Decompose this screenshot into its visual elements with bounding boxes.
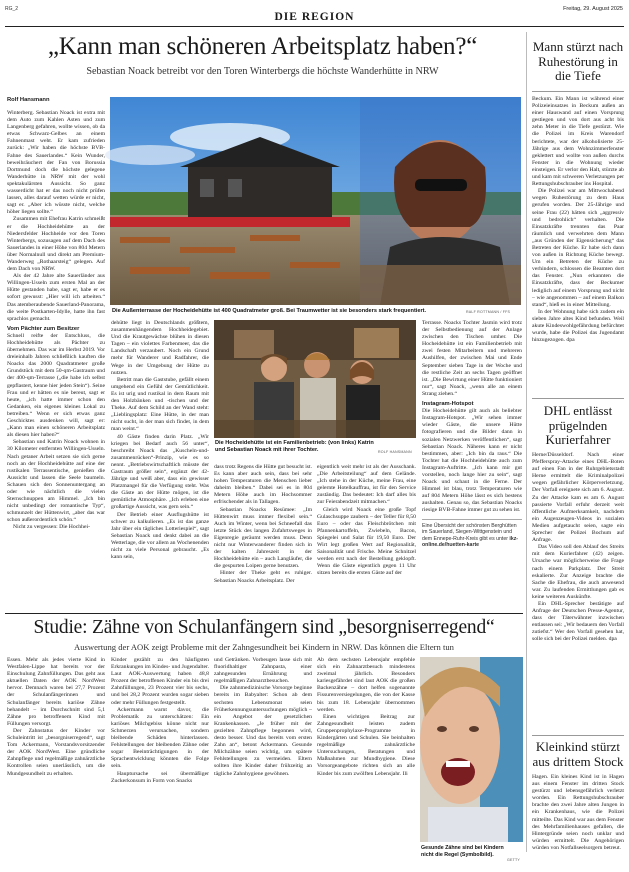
main-photo <box>110 97 521 305</box>
main-col2-p1: dehütte liegt in Deutschlands größtem, zusammenhängendem Hochheidegebiet. Und die Krautgewächse blühen in diesen Tagen – ein violettes Farbenmeer, das die Landschaft verzaubert. Noch ein Grund mehr für Wanderer und Radfahrer, die Wege in der Umgebung der Hütte zu nutzen. <box>111 320 209 376</box>
family-photo-illustration <box>214 320 416 438</box>
series-note: Eine Übersicht der schönsten Berghütten im Sauerland, Siegen-Wittgenstein und dem Ennepe-Ruhr-Kreis gibt es unter <box>422 522 517 542</box>
main-col1 <box>7 110 105 531</box>
child-photo <box>420 657 523 842</box>
date-line: Freitag, 29. August 2025 <box>563 6 623 12</box>
main-col4-p1: Terrasse. Noacks Tochter Jasmin wird trotz der Selbstbedienung auf der Anlage zwischen den Tischen umher. Die Hocheidehütte ist ein Familienbetrieb mit zwei festen Mitarbeitern und mehreren Aushilfen, der zwischen Mai und Ende September sieben Tage in der Woche und die restliche Zeit an sechs Tagen geöffnet ist. „Die Bewirtung einer Hütte funktioniert nur“, sagt Noack, „wenn alle an einem Strang ziehen.“ <box>422 320 522 397</box>
side1-rule <box>532 91 624 92</box>
main-photo-credit: RALF ROTTMANN / FFS <box>466 310 511 314</box>
main-col1-p6: Nicht zu vergessen: Die Hochhei- <box>13 524 90 531</box>
second-col4-p1: Ab dem sechsten Lebensjahr empfehle sich ein Zahnarztbesuch mindestens zweimal jährlich. Besonders kariesgefährdet sind laut AOK die großen Backenzähne – dort helfen sogenannte Fissurenversiegelungen, die von der Kasse bis zum 18. Lebensjahr übernommen werden. <box>317 657 415 713</box>
main-col3-p3: Hinter der Theke geht es ruhiger. Sebastian Noacks Arbeitsplatz. Der <box>214 570 312 584</box>
section-title: DIE REGION <box>274 11 355 23</box>
main-col4-subhead: Instagram-Hotspot <box>422 401 474 408</box>
second-col2 <box>111 657 209 862</box>
second-col3-p1: und Getränken. Vorbeugen lasse sich mit fluoridhaltiger Zahnpasta, einer zahngesunden Ernährung und regelmäßigen Zahnarztbesuchen. <box>214 657 312 685</box>
side2-p1: Herne/Düsseldorf. Nach einer Pfefferspray-Attacke eines DHL-Boten auf einen Fan in der Ruhrgebietsstadt Herne ermittelt die Kriminalpolizei wegen gefährlicher Körperverletzung. Der Vorfall ereignete sich am 6. August. Zu der Attacke kam es am 6. August passierte Vorfall erfuhr derzeit weit öffentliche Aufmerksamkeit, nachdem ein Augenzeugen-Videos in sozialen Medien aufgetaucht seien, sagte ein Sprecher der Polizei Bochum auf Anfrage. <box>532 452 624 544</box>
second-subheadline: Auswertung der AOK zeigt Probleme mit der Zahngesundheit bei Kindern in NRW. Das können die Eltern tun <box>74 642 454 652</box>
side2-body <box>532 452 624 732</box>
family-photo-credit: ROLF HANSMANN <box>378 450 412 454</box>
second-col3 <box>214 657 312 862</box>
side2-headline: DHL entlässt prügelnden Kurierfahrer <box>543 403 613 447</box>
side1-p3: In der Wohnung habe sich zudem ein sieben Jahre altes Kind befunden. Weil akute Kindeswohlgefährdung befürchtet wurde, habe die Polizei das Jugendamt hinzugezogen. dpa <box>532 308 624 344</box>
second-col2-p3: Hauptursache sei übermäßiger Zuckerkonsum in Form von Snacks <box>111 770 209 784</box>
side3-body <box>532 774 624 868</box>
main-col3-p2: Sebastian Noacks Resümee: „Im Hüttenwirt muss immer flexibel sein.“ Auch im Winter, wenn bei Schneefall das letzte Stück des langen Zufahrtsweges in Eigenregie geräumt werden muss. Denn nicht nur Winterwanderer finden sich in der kalten Jahreszeit in der Hochheidehütte ein – auch Langläufer, die die gespurten Loipen gerne benutzen. <box>214 506 312 570</box>
main-col3b <box>317 464 416 610</box>
family-photo <box>214 320 416 438</box>
side3-p1: Hagen. Ein kleines Kind ist in Hagen aus einem Fenster im dritten Stock gestürzt und lebensgefährlich verletzt worden. Ein Rettungshubschrauber brachte den zwei Jahre alten Jungen in ein Krankenhaus, wie die Polizei mitteilte. Das Kind war aus dem Fenster des Mehrfamilienhauses gefallen, die Hintergründe seien noch unklar und würden ermittelt. Die Angehörigen würden von Notfallseelsorgern betreut. <box>532 774 624 851</box>
main-col4 <box>422 320 522 600</box>
side3-top-rule <box>532 735 624 736</box>
second-col3-p2: Die zahnmedizinische Vorsorge beginne bereits im Babyalter: Schon ab dem sechsten Lebensmonat seien Früherkennungsuntersuchungen möglich – ein Angebot der gesetzlichen Krankenkassen. „Je früher mit der gezielten Zahnpflege begonnen wird, desto besser. Und das bereits vom ersten Zahn an“, betont Ackermann. Gesunde Milchzähne seien wichtig, um spätere Fehlstellungen zu vermeiden. Eltern sollten ihre Kinder daher frühzeitig an tägliche Zahnhygiene gewöhnen. <box>214 685 312 777</box>
main-subheadline: Sebastian Noack betreibt vor den Toren Winterbergs die höchste Wanderhütte in NRW <box>86 66 439 77</box>
main-col1-p2: Zusammen mit Ehefrau Katrin schmeißt er die Hochheidehütte an der Niedersfelder Hochheide vor den Toren Winterbergs, sozusagen auf dem Dach des Sauerlandes in einer Höhe von 804 Metern über Normalnull und direkt am Premium-Wanderweg „Rothaarsteig“ gelegen. Auf dem Dach von NRW. <box>7 216 105 273</box>
main-col2-p2: Betritt man die Gaststube, gefällt einem umgehend ein Gefühl der Gemütlichkeit. Es ist urig und rustikal in dem Raum mit den Holzbänken und -tischen und der Theke. Auf dem Schild an der Wand steht: „Lieblingsplatz: Eine Hütte, in der man nicht sucht, in der man sich findet, in dem man weint.“ <box>111 376 209 433</box>
main-col1-p4: Schnell reifte der Entschluss, die Hochheidehütte als Pächter zu übernehmen. Das war im Herbst 2019. Vor dreieinhalb Jahren schließlich kauften die Noacks das 2000 Quadratmeter große Grundstück mit dem 50-qm-Gastraum und der 400-qm-Terrasse („die habe ich selbst gepflastert, kenne hier jeden Stein“). Seine Frau und er hätten es nie bereut, sagt er heute, „ich hatte immer schon den Gedanken, ein eigenes kleines Lokal zu betreiben.“ Wenn er sich etwas ganz Geschicktes ausdenken will, sagt er: „Kann man einen schöneren Arbeitsplatz als diesen hier haben?“ <box>7 332 105 439</box>
series-note-block <box>422 519 522 549</box>
main-col1-subhead: Vom Pächter zum Besitzer <box>7 325 80 332</box>
second-col2-p2: Ackermann warnt davor, die Problematik zu unterschätzen: Ein kariöses Milchgebiss könne nicht nur Schmerzen verursachen, sondern bleibende Schäden hinterlassen. Fehlstellungen der bleibenden Zähne oder sogar Beeinträchtigungen in der Sprachentwicklung könnten die Folge sein. <box>111 706 209 770</box>
second-col4 <box>317 657 415 862</box>
page-code: RG_2 <box>5 6 19 12</box>
side3-headline: Kleinkind stürzt aus drittem Stock <box>532 739 624 769</box>
main-col3-p1: dass trotz Regens die Hütte gut besucht ist. Es kann aber auch sein, dass bei sehr hohen Temperaturen die Menschen lieber daheim bleiben.“ Dabei sei es in 804 Metern Höhe auch im Hochsommer erfrischender als in Tallagen. <box>214 464 312 506</box>
child-photo-credit: GETTY <box>507 858 520 862</box>
main-col1-p3: Als der 42 Jahre alte Sauerländer aus Willingen-Usseln zum ersten Mal an der Hütte gestanden habe, sagt er, habe er es sofort gewusst: „Hier will ich arbeiten.“ Das atemberaubende Sauerland-Panorama, die weite Postkarten-Idylle, hatte ihn fast sprachlos gemacht. <box>7 273 105 322</box>
second-article-rule <box>5 613 523 614</box>
main-col3b-p1: eigentlich weit mehr ist als der Ausschank. „Die Arbeitsteilung“ auf dem Gelände. „Ich stehe in der Küche, meine Frau, eine gelernte Hotelkauffrau, ist für den Service zuständig. Das bedeutet: Ich darf alles bis zur Feierabendzeit mitmachen.“ <box>317 464 416 506</box>
main-col1-p1: Winterberg. Sebastian Noack ist extra mit dem Auto zum Kahlen Asten und zum Langenberg gefahren, wollte wissen, ob da etwas Schwarz-Gelbes an einem Fahnenmast weht. Er kam zufrieden zurück: „Wir haben die höchste BVB-Fahne des Sauerlandes.“ Kein Wunder, beweihräuchert der Fan von Borussia Dortmund doch die höchste gelegene Wanderhütte in NRW mit der wohl spektakulärsten Aussicht. So ganz wasserdicht hat er das noch nicht prüfen lassen, alles darauf wetten würde er nicht, sagt er. „Aber ich wüsste nicht, welche höher liegen sollte.“ <box>7 110 105 216</box>
side2-p2: Das Video soll den Ablauf des Streits mit dem Kurierfahrer (42) zeigen. Ursache war möglicherweise die Frage nach einem Parkplatz. Der Streit eskalierte. Zur Anzeige brachte die Sache die Ehefrau, die auch anwesend war. Zu laufenden Ermittlungen gab es keine weiteren Auskünfte. <box>532 544 624 600</box>
side1-body <box>532 96 624 396</box>
sidebar-divider <box>526 32 527 852</box>
side2-p3: Ein DHL-Sprecher bestätigte auf Anfrage der Deutschen Presse-Agentur, dass der Täterwähnter inzwischen entlassen sei: „Wir bedauern den Vorfall zutiefst.“ Wer den Vorfall gesehen hat, solle sich bei der Polizei melden. dpa <box>532 600 624 643</box>
main-col2 <box>111 320 209 610</box>
side1-p1: Beckum. Ein Mann ist während einer Polizeieinsatzes in Beckum außen an einer Hauswand auf einen Vorsprung gestiegen und von dort aus acht bis zehn Meter in die Tiefe gestürzt. Wie die Polizei im Kreis Warendorf berichtete, war der alkoholisierte 25-Jährige aus dem Wohnzimmerfenster geklettert und wollte von außen durchs Fenster in die Wohnung wieder einsteigen. Er verlor den Halt, stürzte ab und kam mit schweren Verletzungen per Rettungshubschrauber ins Hospital. <box>532 96 624 188</box>
main-col3 <box>214 464 312 610</box>
main-photo-caption: Die Außenterrasse der Hocheidehütte ist 400 Quadratmeter groß. Bei Traumwetter ist sie besonders stark frequentiert. <box>112 308 427 314</box>
main-col3b-p2: Gleich wird Noack eine große Topf Gulaschsuppe zaubern – der Teller für 8,50 Euro – oder das Fleischbrötchen mit Pfannenkartoffeln, Zwiebeln, Bacon, Spiegelei und Salat für 19,50 Euro. Der Wirt legt großen Wert auf Regionalität, Saisonalität und Frische. Meine Schnitzel werden erst nach der Bestellung geklopft. Wenn die Gäste eigentlich gegen 11 Uhr sitzen bereits die ersten Gäste auf der <box>317 506 416 577</box>
main-col2-p3: 40 Gäste finden darin Platz. „Wir kriegen bei Bedarf auch 56 unter“, beschreibt Noack das „Kuscheln-und-zusammenrücken“-Prinzip, wie es so nennt. „Betriebswirtschaftlich müsste der Gastraum größer sein“, ergänzt der 42-Jährige und weiß aber, dass ein gewisser Platzmangel für die Verfügung steht. Was die Gäste an der Hütte mögen, ist die gemütliche Atmosphäre. „Ich erleben eine großartige Aussicht, was gern sein.“ <box>111 433 209 511</box>
terrace-photo-illustration <box>110 97 521 305</box>
side2-top-rule <box>532 398 624 399</box>
main-col4-p2: Die Hocheidehütte gilt auch als beliebter Instagram-Hotspot. „Wir sehen immer wieder Gäste, die unsere Hütte fotografieren und die Bilder dann in sozialen Netzwerken veröffentlichen“, sagt Sebastian Noack. Näheres kann er nicht bestimmen, aber: „Ich bin da raus.“ Die Tochter hat die Hochheidehütte auch zum Instagram-Auftritte. „Ich kann mir gut vorstellen, noch lange hier zu sein“, sagt Noack und schaut in die Ferne. Der Himmel ist blau, trotz Temperaturen wie auf 804 Metern Höhe lässt es sich bestens aushalten. Genau so, das Sebastian Noacks riesige BVB-Fahne immer gut zu sehen ist. <box>422 408 522 514</box>
second-col4-p2: Einen wichtigen Beitrag zur Zahngesundheit leisten zudem Gruppenprophylaxe-Programme in Kindergärten und Schulen. Sie beinhalten regelmäßige zahnärztliche Untersuchungen, Beratungen und Maßnahmen zur Mundhygiene. Diese Vorsorgeangebote richten sich an alle Kinder bis zum zwölften Lebensjahr. Ili <box>317 713 415 777</box>
second-col2-p1: Kinder gezählt zu den häufigsten Erkrankungen im Kindes- und Jugendalter. Laut AOK-Auswertung haben 48,8 Prozent der betroffenen Kinder ein bis drei Zahnfüllungen, 23 Prozent vier bis sechs, und bei 28,2 Prozent wurden sogar sieben oder mehr Füllungen festgestellt. <box>111 657 209 706</box>
series-link[interactable]: ikz-online.de/huetten-karte <box>422 535 519 549</box>
main-headline: „Kann man schöneren Arbeitsplatz haben?“ <box>47 33 478 60</box>
second-headline: Studie: Zähne von Schulanfängern sind „besorgniserregend“ <box>33 617 495 638</box>
family-photo-caption: Die Hocheidehütte ist ein Familienbetrieb: (von links) Katrin und Sebastian Noack mit ihrer Tochter. <box>215 440 374 453</box>
second-col1 <box>7 657 105 862</box>
child-photo-caption: Gesunde Zähne sind bei Kindern nicht die Regel (Symbolbild). <box>421 845 504 858</box>
second-col1-p2: Der Zahnstatus der Kinder vor Schuleintritt ist „besorgniserregend“, sagt Tom Ackermann, Vorstandsvorsitzender der AOK NordWest. Eine gründliche Zahnpflege und regelmäßige zahnärztliche Kontrollen seien unerlässlich, um die Mundgesundheit zu erhalten. <box>7 727 105 777</box>
second-col1-p1: Essen. Mehr als jedes vierte Kind in Westfalen-Lippe hat bereits vor der Einschulung Zahnfüllungen. Das geht aus aktuellen Daten der AOK NordWest hervor. Demnach waren bei 27,7 Prozent der Schulanfängerinnen und Schulanfänger bereits kariöse Zähne behandelt – im Durchschnitt sind 5,1 Zähne pro betroffenem Kind mit Füllungen versorgt. <box>7 657 105 727</box>
main-col1-p5: Sebastian und Katrin Noack wohnen in 30 Kilometer entfernten Willingen-Usseln. Nach getaner Arbeit setzen sie sich gerne noch an der Hochheidehütte auf eine der rustikalen Terrassentische, genießen die Aussicht und lassen die Seele baumeln. Schauen sich den Sonnenuntergang an oder wie nächtlich die vielen Sternschnuppen am Himmel. „Ich bin nicht unbedingt der romantische Typ“, schmunzelt der Hüttenwirt, „aber das war schon außerordentlich schön.“ <box>7 439 105 524</box>
author: Rolf Hansmann <box>7 97 50 103</box>
main-col2-p4: Der Betrieb einer Ausflugshütte ist schwer zu kalkulieren. „Es ist das ganze Jahr über ein tägliches Lotteriespiel“, sagt Sebastian Noack und denkt dabei an die Wetterlage, die vor allem an Wochenenden nicht zu viele Personal gebraucht. „Es kann sein, <box>111 511 209 561</box>
side1-headline: Mann stürzt nach Ruhestörung in die Tiefe <box>532 39 624 83</box>
side1-p2: Die Polizei war am Mittwochabend wegen Ruhestörung zu dem Haus gerufen worden. Der 25-Jährige und seine Frau (22) hätten sich „aggressiv und bedrohlich“ verhalten. Die Einsatzkräfte trennten das Paar räumlich und verwehrten dem Mann „aus Gründen der Eigensicherung“ das Betreten der Küche. Er habe sich dann von außen in Richtung Küche bewegt. Um ein Betreten der Küche zu verhindern, schlossen die Beamten dort das Fenster. „Nun erkannten die Einsatzkräfte, dass der Beckumer lediglich auf einem Vorsprung und nicht – wie angenommen – auf einem Balkon stand“, hieß es in einer Mitteilung. <box>532 188 624 308</box>
child-photo-illustration <box>420 657 523 842</box>
header-rule <box>5 26 624 27</box>
